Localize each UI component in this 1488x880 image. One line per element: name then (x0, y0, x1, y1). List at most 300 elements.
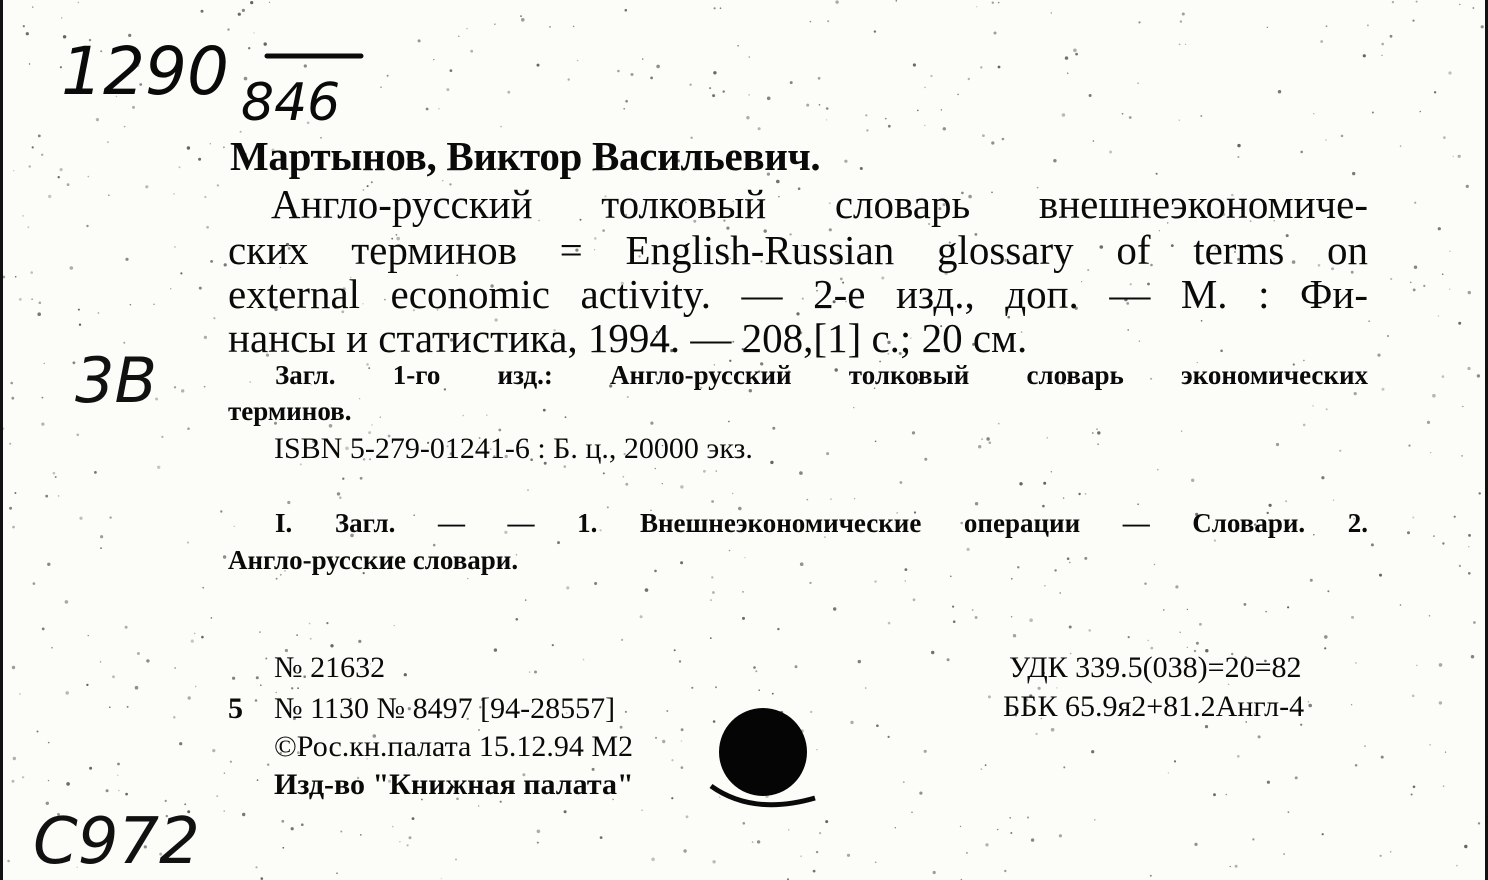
speckle-dot (1180, 20, 1182, 22)
speckle-dot (957, 94, 959, 96)
speckle-dot (1453, 156, 1454, 157)
title-line-2: ских терминов = English-Russian glossary of terms on (228, 227, 1368, 273)
speckle-dot (1285, 500, 1287, 502)
speckle-dot (800, 856, 801, 857)
speckle-dot (359, 398, 360, 399)
speckle-dot (1430, 452, 1431, 453)
speckle-dot (1067, 73, 1068, 74)
speckle-dot (188, 696, 191, 699)
speckle-dot (1427, 421, 1430, 424)
speckle-dot (662, 483, 663, 484)
speckle-dot (41, 423, 44, 426)
speckle-dot (930, 75, 932, 77)
speckle-dot (1473, 621, 1476, 624)
publisher-line: Изд-во "Книжная палата" (274, 768, 634, 801)
speckle-dot (640, 615, 643, 618)
speckle-dot (1067, 557, 1070, 560)
speckle-dot (12, 526, 15, 529)
handwritten-call-number (43, 12, 383, 132)
speckle-dot (826, 452, 829, 455)
speckle-dot (206, 226, 209, 229)
speckle-dot (742, 591, 744, 593)
speckle-dot (117, 763, 120, 766)
speckle-dot (529, 671, 530, 672)
speckle-dot (1468, 291, 1471, 294)
speckle-dot (813, 870, 816, 873)
speckle-dot (194, 633, 196, 635)
speckle-dot (772, 693, 774, 695)
speckle-dot (1201, 320, 1203, 322)
speckle-dot (732, 493, 733, 494)
speckle-dot (507, 91, 510, 94)
speckle-dot (1313, 113, 1314, 114)
speckle-dot (1400, 604, 1402, 606)
speckle-dot (1042, 505, 1045, 508)
speckle-dot (943, 127, 946, 130)
speckle-dot (516, 618, 519, 621)
speckle-dot (1355, 662, 1357, 664)
speckle-dot (1414, 266, 1417, 269)
speckle-dot (905, 568, 908, 571)
speckle-dot (267, 764, 269, 766)
speckle-dot (520, 15, 522, 17)
speckle-dot (1179, 119, 1181, 121)
speckle-dot (1390, 278, 1392, 280)
speckle-dot (1139, 341, 1140, 342)
speckle-dot (418, 39, 421, 42)
speckle-dot (1408, 445, 1410, 447)
speckle-dot (833, 607, 836, 610)
speckle-dot (1312, 405, 1314, 407)
speckle-dot (743, 822, 746, 825)
speckle-dot (29, 63, 30, 64)
speckle-dot (1156, 173, 1158, 175)
speckle-dot (931, 651, 934, 654)
speckle-dot (1412, 20, 1414, 22)
speckle-dot (1322, 833, 1324, 835)
speckle-dot (1044, 585, 1046, 587)
speckle-dot (13, 170, 14, 171)
speckle-dot (998, 423, 1000, 425)
speckle-dot (1468, 572, 1471, 575)
speckle-dot (1438, 315, 1440, 317)
speckle-dot (230, 761, 232, 763)
speckle-dot (565, 416, 567, 418)
speckle-dot (712, 94, 715, 97)
speckle-dot (758, 127, 761, 130)
speckle-dot (89, 767, 92, 770)
speckle-dot (260, 684, 262, 686)
speckle-dot (850, 721, 853, 724)
speckle-dot (48, 742, 50, 744)
speckle-dot (1063, 766, 1065, 768)
speckle-dot (291, 687, 293, 689)
speckle-dot (1129, 116, 1132, 119)
speckle-dot (1088, 629, 1091, 632)
speckle-dot (758, 689, 760, 691)
speckle-dot (1060, 592, 1061, 593)
call-number-top: 1290 (61, 33, 229, 110)
speckle-dot (296, 634, 298, 636)
speckle-dot (810, 711, 812, 713)
speckle-dot (806, 499, 808, 501)
speckle-dot (1109, 151, 1112, 154)
speckle-dot (1199, 623, 1202, 626)
speckle-dot (933, 871, 936, 874)
speckle-dot (818, 77, 821, 80)
speckle-dot (22, 215, 23, 216)
speckle-dot (748, 94, 749, 95)
speckle-dot (980, 66, 982, 68)
speckle-dot (1381, 756, 1384, 759)
speckle-dot (53, 472, 56, 475)
speckle-dot (978, 445, 981, 448)
speckle-dot (795, 665, 798, 668)
speckle-dot (1368, 320, 1370, 322)
speckle-dot (1138, 21, 1140, 23)
speckle-dot (827, 20, 829, 22)
speckle-dot (360, 477, 363, 480)
speckle-dot (462, 415, 464, 417)
speckle-dot (309, 623, 311, 625)
speckle-dot (1096, 428, 1098, 430)
speckle-dot (728, 421, 730, 423)
speckle-dot (985, 764, 987, 766)
speckle-dot (211, 617, 213, 619)
speckle-dot (1226, 794, 1228, 796)
speckle-dot (982, 134, 985, 137)
speckle-dot (903, 781, 905, 783)
speckle-dot (187, 541, 189, 543)
speckle-dot (14, 492, 16, 494)
speckle-dot (1150, 875, 1152, 877)
speckle-dot (986, 437, 989, 440)
speckle-dot (1413, 289, 1416, 292)
speckle-dot (1324, 647, 1326, 649)
speckle-dot (757, 840, 760, 843)
speckle-dot (276, 578, 278, 580)
speckle-dot (525, 599, 527, 601)
speckle-dot (210, 260, 213, 263)
speckle-dot (1467, 367, 1470, 370)
speckle-dot (994, 32, 997, 35)
speckle-dot (1175, 585, 1178, 588)
speckle-dot (924, 750, 927, 753)
speckle-dot (1420, 111, 1422, 113)
speckle-dot (187, 427, 190, 430)
speckle-dot (537, 830, 541, 834)
speckle-dot (603, 472, 605, 474)
speckle-dot (250, 1, 253, 4)
speckle-dot (1434, 91, 1436, 93)
speckle-dot (703, 470, 706, 473)
speckle-dot (458, 36, 459, 37)
speckle-dot (744, 557, 745, 558)
speckle-dot (686, 815, 689, 818)
speckle-dot (924, 87, 925, 88)
speckle-dot (441, 878, 442, 879)
speckle-dot (1442, 375, 1445, 378)
handwritten-margin-mark (67, 330, 197, 420)
speckle-dot (1367, 24, 1369, 26)
speckle-dot (1341, 135, 1344, 138)
speckle-dot (641, 809, 643, 811)
speckle-dot (681, 740, 682, 741)
speckle-dot (1411, 794, 1413, 796)
call-number-bottom: 846 (241, 73, 341, 132)
speckle-dot (125, 626, 128, 629)
speckle-dot (900, 481, 903, 484)
speckle-dot (1438, 227, 1441, 230)
speckle-dot (1031, 838, 1034, 841)
speckle-dot (809, 582, 811, 584)
speckle-dot (109, 706, 111, 708)
speckle-dot (118, 790, 120, 792)
speckle-dot (212, 749, 215, 752)
speckle-dot (330, 644, 333, 647)
speckle-dot (674, 649, 676, 651)
udk-code: УДК 339.5(038)=20=82 (1009, 651, 1302, 684)
speckle-dot (830, 498, 831, 499)
speckle-dot (117, 775, 118, 776)
speckle-dot (917, 110, 919, 112)
speckle-dot (1449, 251, 1450, 252)
speckle-dot (108, 194, 110, 196)
speckle-dot (174, 246, 176, 248)
speckle-dot (39, 302, 42, 305)
title-line-4: нансы и статистика, 1994. — 208,[1] с.; 20 см. (228, 315, 1028, 361)
speckle-dot (1200, 115, 1202, 117)
speckle-dot (711, 576, 713, 578)
speckle-dot (32, 6, 33, 7)
speckle-dot (1381, 55, 1382, 56)
speckle-dot (826, 107, 829, 110)
speckle-dot (1179, 632, 1181, 634)
speckle-dot (297, 687, 299, 689)
speckle-dot (967, 548, 970, 551)
speckle-dot (180, 272, 182, 274)
speckle-dot (174, 667, 176, 669)
speckle-dot (825, 820, 828, 823)
speckle-dot (1468, 546, 1469, 547)
speckle-dot (1283, 853, 1285, 855)
speckle-dot (438, 108, 439, 109)
speckle-dot (1464, 845, 1467, 848)
speckle-dot (360, 834, 362, 836)
speckle-dot (847, 854, 850, 857)
speckle-dot (77, 434, 80, 437)
speckle-dot (179, 742, 182, 745)
speckle-dot (79, 517, 82, 520)
speckle-dot (662, 740, 665, 743)
speckle-dot (153, 304, 154, 305)
speckle-dot (1011, 616, 1012, 617)
speckle-dot (1473, 7, 1475, 9)
speckle-dot (966, 852, 968, 854)
speckle-dot (37, 731, 39, 733)
speckle-dot (336, 872, 338, 874)
speckle-dot (1479, 492, 1481, 494)
speckle-dot (1379, 574, 1382, 577)
subjects-line-2: Англо-русские словари. (228, 545, 519, 575)
speckle-dot (100, 535, 103, 538)
speckle-dot (217, 184, 219, 186)
speckle-dot (1269, 504, 1272, 507)
speckle-dot (625, 9, 628, 12)
speckle-dot (494, 648, 497, 651)
speckle-dot (749, 56, 751, 58)
speckle-dot (1054, 569, 1056, 571)
speckle-dot (752, 841, 754, 843)
speckle-dot (1063, 497, 1064, 498)
speckle-dot (145, 185, 148, 188)
speckle-dot (1128, 636, 1130, 638)
speckle-dot (33, 582, 36, 585)
speckle-dot (960, 826, 961, 827)
speckle-dot (1351, 704, 1352, 705)
hole-arc (703, 770, 833, 820)
speckle-dot (549, 26, 551, 28)
speckle-dot (265, 658, 267, 660)
speckle-dot (874, 30, 876, 32)
speckle-dot (455, 859, 457, 861)
speckle-dot (710, 599, 712, 601)
speckle-dot (896, 0, 898, 2)
speckle-dot (671, 797, 673, 799)
speckle-dot (1002, 138, 1005, 141)
speckle-dot (651, 858, 655, 862)
speckle-dot (66, 782, 70, 786)
speckle-dot (911, 812, 913, 814)
speckle-dot (32, 146, 34, 148)
speckle-dot (269, 2, 270, 3)
speckle-dot (371, 424, 372, 425)
speckle-dot (42, 397, 44, 399)
speckle-dot (645, 588, 649, 592)
speckle-dot (997, 829, 999, 831)
speckle-dot (988, 695, 991, 698)
speckle-dot (800, 562, 804, 566)
speckle-dot (844, 160, 847, 163)
speckle-dot (337, 492, 340, 495)
speckle-dot (1029, 618, 1033, 622)
speckle-dot (755, 670, 757, 672)
speckle-dot (737, 45, 739, 47)
speckle-dot (1477, 374, 1480, 377)
speckle-dot (650, 422, 653, 425)
speckle-dot (1287, 606, 1289, 608)
speckle-dot (340, 831, 342, 833)
speckle-dot (1423, 285, 1425, 287)
speckle-dot (998, 2, 1000, 4)
speckle-dot (568, 78, 570, 80)
number-21632: № 21632 (274, 651, 386, 684)
speckle-dot (224, 263, 227, 266)
speckle-dot (655, 737, 657, 739)
speckle-dot (1355, 764, 1358, 767)
speckle-dot (1174, 760, 1176, 762)
speckle-dot (1333, 500, 1334, 501)
speckle-dot (1459, 565, 1461, 567)
speckle-dot (729, 550, 731, 552)
speckle-dot (1295, 776, 1298, 779)
speckle-dot (527, 489, 528, 490)
speckle-dot (854, 498, 855, 499)
speckle-dot (1237, 755, 1240, 758)
speckle-dot (1191, 479, 1194, 482)
speckle-dot (255, 699, 258, 702)
speckle-dot (224, 773, 225, 774)
speckle-dot (26, 32, 29, 35)
speckle-dot (170, 288, 171, 289)
speckle-dot (1122, 113, 1124, 115)
speckle-dot (1244, 603, 1247, 606)
speckle-dot (1097, 443, 1099, 445)
speckle-dot (1196, 642, 1199, 645)
speckle-dot (623, 108, 625, 110)
speckle-dot (204, 386, 206, 388)
speckle-dot (888, 622, 891, 625)
speckle-dot (654, 570, 657, 573)
speckle-dot (287, 501, 290, 504)
speckle-dot (1439, 701, 1442, 704)
speckle-dot (772, 427, 775, 430)
speckle-dot (202, 587, 204, 589)
speckle-dot (1412, 695, 1415, 698)
speckle-dot (467, 578, 468, 579)
speckle-dot (912, 431, 915, 434)
speckle-dot (45, 495, 48, 498)
speckle-dot (650, 77, 653, 80)
speckle-dot (753, 666, 756, 669)
speckle-dot (1053, 159, 1056, 162)
speckle-dot (51, 647, 53, 649)
speckle-dot (1364, 745, 1366, 747)
speckle-dot (98, 312, 100, 314)
speckle-dot (232, 677, 235, 680)
speckle-dot (1387, 335, 1389, 337)
speckle-dot (1310, 579, 1313, 582)
speckle-dot (866, 129, 868, 131)
speckle-dot (37, 312, 41, 316)
speckle-dot (875, 441, 877, 443)
speckle-dot (256, 676, 259, 679)
speckle-dot (975, 502, 978, 505)
speckle-dot (161, 436, 163, 438)
speckle-dot (78, 309, 80, 311)
speckle-dot (537, 842, 539, 844)
speckle-dot (1059, 834, 1062, 837)
speckle-dot (625, 100, 628, 103)
speckle-dot (723, 90, 725, 92)
speckle-dot (213, 317, 215, 319)
speckle-dot (1443, 785, 1445, 787)
speckle-dot (941, 109, 942, 110)
speckle-dot (67, 183, 70, 186)
speckle-dot (1381, 43, 1384, 46)
speckle-dot (853, 407, 854, 408)
speckle-dot (858, 660, 861, 663)
speckle-dot (29, 165, 31, 167)
speckle-dot (342, 478, 344, 480)
speckle-dot (9, 443, 11, 445)
speckle-dot (234, 526, 235, 527)
speckle-dot (127, 706, 129, 708)
title-line-1: Англо-русский толковый словарь внешнеэкономиче- (271, 181, 1368, 227)
speckle-dot (1278, 90, 1281, 93)
speckle-dot (1163, 609, 1165, 611)
speckle-dot (100, 547, 102, 549)
